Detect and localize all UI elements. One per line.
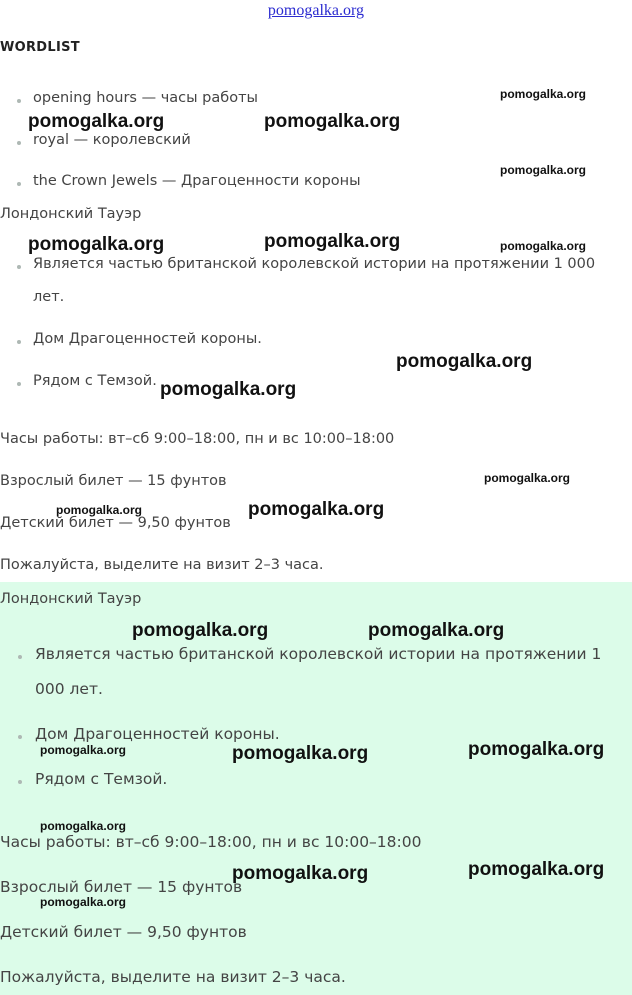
watermark: pomogalka.org — [40, 819, 127, 833]
section-title: Лондонский Тауэр — [0, 591, 142, 607]
section-bullet-item-continuation: лет. — [33, 289, 65, 305]
opening-hours-text: Часы работы: вт–сб 9:00–18:00, пн и вс 10:00–18:00 — [0, 833, 422, 851]
section-bullet-item: Дом Драгоценностей короны. — [35, 725, 280, 743]
child-ticket-text: Детский билет — 9,50 фунтов — [0, 923, 247, 941]
adult-ticket-text: Взрослый билет — 15 фунтов — [0, 473, 227, 489]
opening-hours-text: Часы работы: вт–сб 9:00–18:00, пн и вс 10:00–18:00 — [0, 431, 395, 447]
watermark: pomogalka.org — [368, 620, 505, 641]
site-link[interactable]: pomogalka.org — [267, 2, 365, 19]
section-bullet-item-continuation: 000 лет. — [35, 680, 103, 698]
watermark: pomogalka.org — [468, 859, 605, 880]
watermark: pomogalka.org — [160, 379, 297, 400]
section-title: Лондонский Тауэр — [0, 206, 142, 222]
child-ticket-text: Детский билет — 9,50 фунтов — [0, 515, 231, 531]
bullet-icon — [17, 182, 21, 186]
bullet-icon — [18, 735, 22, 739]
watermark: pomogalka.org — [232, 863, 369, 884]
watermark: pomogalka.org — [484, 471, 571, 485]
watermark: pomogalka.org — [232, 743, 369, 764]
section-bullet-item: Является частью британской королевской истории на протяжении 1 — [35, 645, 602, 663]
section-bullet-item: Является частью британской королевской истории на протяжении 1 000 — [33, 256, 596, 272]
bullet-icon — [17, 340, 21, 344]
bullet-icon — [17, 382, 21, 386]
wordlist-item: royal — королевский — [33, 132, 191, 148]
watermark: pomogalka.org — [40, 895, 127, 909]
section-bullet-item: Дом Драгоценностей короны. — [33, 331, 262, 347]
watermark: pomogalka.org — [28, 111, 165, 132]
watermark: pomogalka.org — [132, 620, 269, 641]
watermark: pomogalka.org — [500, 239, 587, 253]
watermark: pomogalka.org — [28, 234, 165, 255]
watermark: pomogalka.org — [248, 499, 385, 520]
watermark: pomogalka.org — [56, 503, 143, 517]
visit-note-text: Пожалуйста, выделите на визит 2–3 часа. — [0, 968, 346, 986]
watermark: pomogalka.org — [396, 351, 533, 372]
watermark: pomogalka.org — [500, 163, 587, 177]
section-bullet-item: Рядом с Темзой. — [33, 373, 157, 389]
bullet-icon — [17, 99, 21, 103]
bullet-icon — [18, 655, 22, 659]
visit-note-text: Пожалуйста, выделите на визит 2–3 часа. — [0, 557, 324, 573]
watermark: pomogalka.org — [500, 87, 587, 101]
bullet-icon — [18, 780, 22, 784]
bullet-icon — [17, 141, 21, 145]
wordlist-item: opening hours — часы работы — [33, 90, 258, 106]
watermark: pomogalka.org — [264, 111, 401, 132]
watermark: pomogalka.org — [40, 743, 127, 757]
bullet-icon — [17, 265, 21, 269]
watermark: pomogalka.org — [264, 231, 401, 252]
wordlist-heading: WORDLIST — [0, 40, 80, 55]
wordlist-item: the Crown Jewels — Драгоценности короны — [33, 173, 361, 189]
watermark: pomogalka.org — [468, 739, 605, 760]
adult-ticket-text: Взрослый билет — 15 фунтов — [0, 878, 243, 896]
section-bullet-item: Рядом с Темзой. — [35, 770, 168, 788]
